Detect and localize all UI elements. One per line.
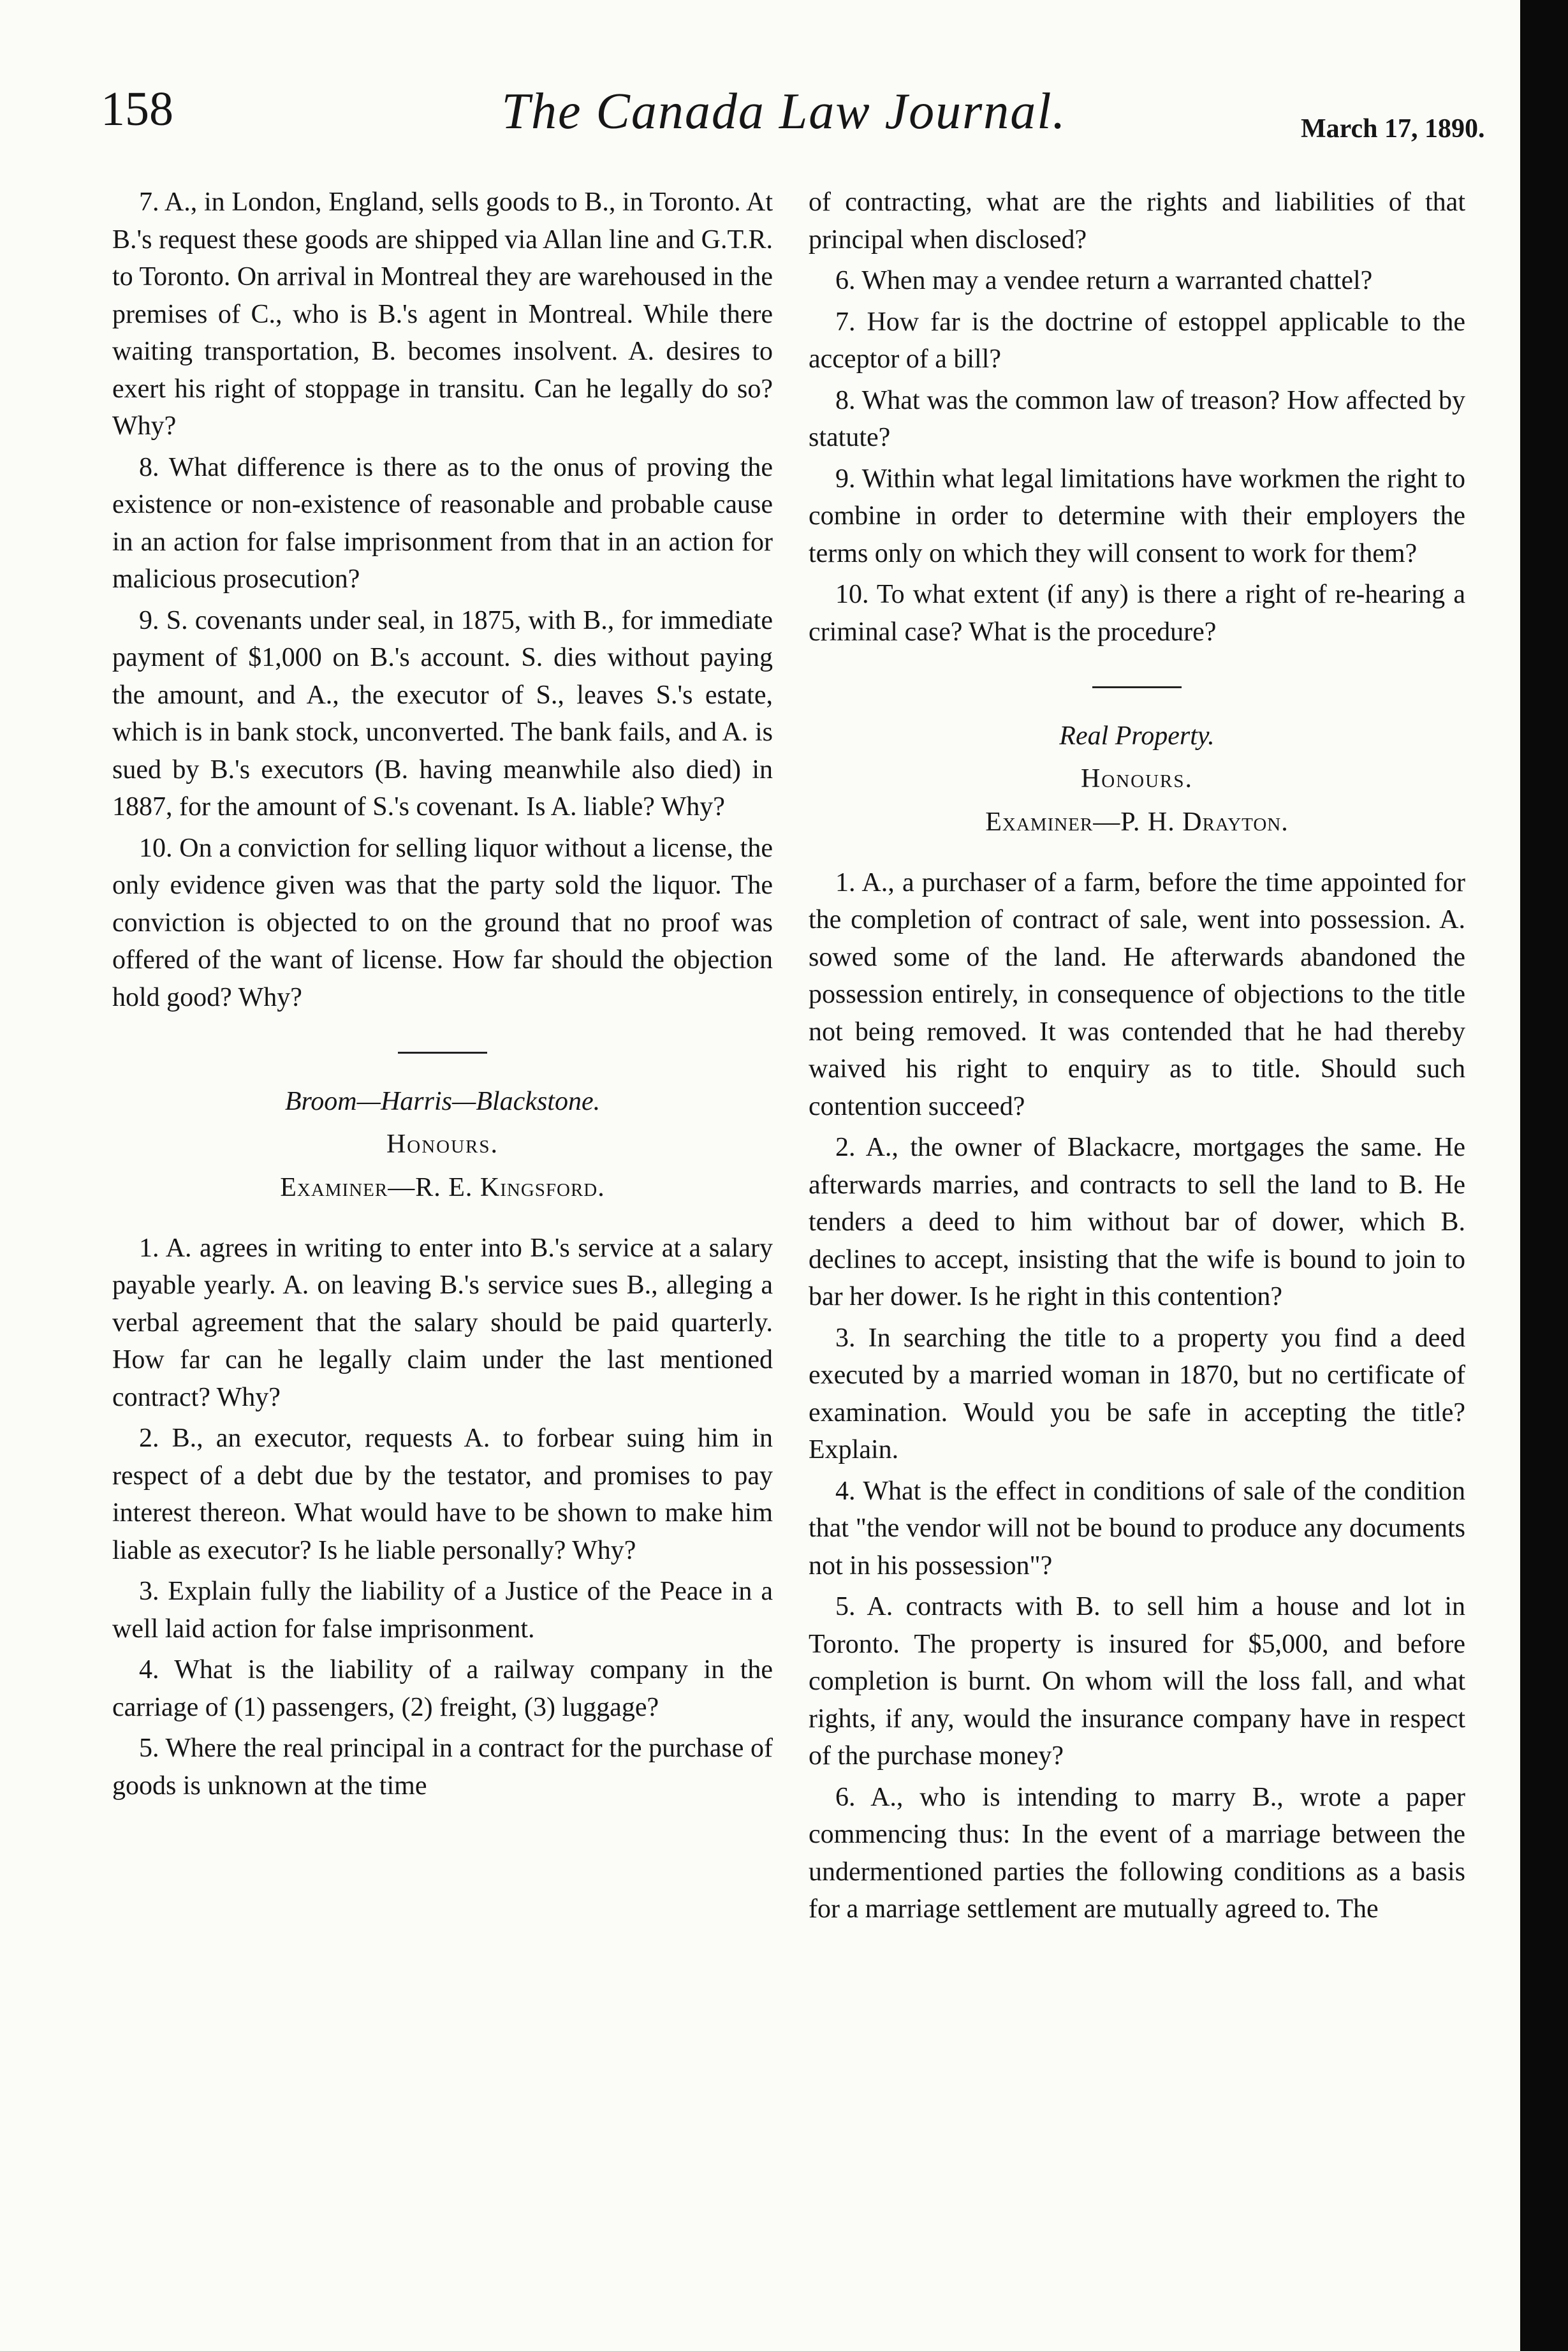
question: 6. When may a vendee return a warranted chattel? bbox=[835, 266, 1373, 295]
question: 1. A. agrees in writing to enter into B.'s service at a salary payable yearly. A. on leaving B.'s service sues B., alleging a verbal agreement that the salary should be paid quarterly. How far can he legally claim under the last mentioned contract? Why? bbox=[112, 1233, 773, 1412]
right-column bbox=[809, 184, 1465, 1932]
question: 9. S. covenants under seal, in 1875, with B., for immediate payment of $1,000 on B.'s account. S. dies without paying the amount, and A., the executor of S., leaves S.'s estate, which is in bank stock, unconverted. The bank fails, and A. is sued by B.'s executors (B. having meanwhile also died) in 1887, for the amount of S.'s covenant. Is A. liable? Why? bbox=[112, 605, 773, 822]
question: 10. To what extent (if any) is there a right of re-hearing a criminal case? What is the procedure? bbox=[809, 580, 1465, 647]
question: 2. A., the owner of Blackacre, mortgages the same. He afterwards marries, and contracts to sell the land to B. He tenders a deed to him without bar of dower, which B. declines to accept, insisting that the wife is bound to join to bar her dower. Is he right in this contention? bbox=[809, 1133, 1465, 1311]
question: 7. How far is the doctrine of estoppel applicable to the acceptor of a bill? bbox=[809, 307, 1465, 374]
question: 8. What was the common law of treason? How affected by statute? bbox=[809, 385, 1465, 452]
section-title: Real Property. bbox=[1059, 721, 1215, 751]
left-column bbox=[112, 184, 773, 1808]
question: 6. A., who is intending to marry B., wrote a paper commencing thus: In the event of a marriage between the undermentioned parties the following conditions as a basis for a marriage settlement are mutually agreed to. The bbox=[809, 1782, 1465, 1924]
question: 4. What is the liability of a railway company in the carriage of (1) passengers, (2) freight, (3) luggage? bbox=[112, 1655, 773, 1722]
question: 9. Within what legal limitations have workmen the right to combine in order to determine with their employers the terms only on which they will consent to work for them? bbox=[809, 464, 1465, 568]
question: 5. A. contracts with B. to sell him a house and lot in Toronto. The property is insured for $5,000, and before completion is burnt. On whom will the loss fall, and what rights, if any, would the insurance company have in respect of the purchase money? bbox=[809, 1592, 1465, 1771]
section-examiner: Examiner—P. H. Drayton. bbox=[985, 807, 1289, 837]
question: 7. A., in London, England, sells goods to B., in Toronto. At B.'s request these goods are shipped via Allan line and G.T.R. to Toronto. On arrival in Montreal they are warehoused in the premises of C., who is B.'s agent in Montreal. While there waiting transportation, B. becomes insolvent. A. desires to exert his right of stoppage in transitu. Can he legally do so? Why? bbox=[112, 188, 773, 441]
question: 4. What is the effect in conditions of sale of the condition that "the vendor will not be bound to produce any documents not in his possession"? bbox=[809, 1476, 1465, 1581]
question: 5. Where the real principal in a contract for the purchase of goods is unknown at the time bbox=[112, 1734, 773, 1801]
section-subtitle: Honours. bbox=[1080, 763, 1194, 793]
question: 8. What difference is there as to the onus of proving the existence or non-existence of reasonable and probable cause in an action for false imprisonment from that in an action for malicious prosecution? bbox=[112, 452, 773, 594]
section-subtitle: Honours. bbox=[386, 1129, 499, 1159]
section-examiner: Examiner—R. E. Kingsford. bbox=[280, 1173, 605, 1202]
section-title: Broom—Harris—Blackstone. bbox=[284, 1087, 601, 1116]
question-continuation: of contracting, what are the rights and liabilities of that principal when disclosed? bbox=[809, 188, 1465, 254]
journal-title: The Canada Law Journal. bbox=[501, 84, 1067, 140]
issue-date: March 17, 1890. bbox=[1301, 114, 1485, 144]
scan-edge bbox=[1520, 0, 1568, 2351]
question: 10. On a conviction for selling liquor without a license, the only evidence given was that the party sold the liquor. The conviction is objected to on the ground that no proof was offered of the want of license. How far should the objection hold good? Why? bbox=[112, 833, 773, 1012]
question: 1. A., a purchaser of a farm, before the time appointed for the completion of contract of sale, went into possession. A. sowed some of the land. He afterwards abandoned the possession entirely, in consequence of objections to the title not being removed. It was contended that he had thereby waived his right to enquiry as to title. Should such contention succeed? bbox=[809, 867, 1465, 1121]
section-divider bbox=[398, 1052, 487, 1054]
question: 3. Explain fully the liability of a Justice of the Peace in a well laid action for false imprisonment. bbox=[112, 1577, 773, 1644]
question: 3. In searching the title to a property you find a deed executed by a married woman in 1870, but no certificate of examination. Would you be safe in accepting the title? Explain. bbox=[809, 1323, 1465, 1464]
question: 2. B., an executor, requests A. to forbear suing him in respect of a debt due by the testator, and promises to pay interest thereon. What would have to be shown to make him liable as executor? Is he liable personally? Why? bbox=[112, 1424, 773, 1565]
section-divider bbox=[1092, 686, 1182, 688]
page-number: 158 bbox=[101, 82, 173, 136]
